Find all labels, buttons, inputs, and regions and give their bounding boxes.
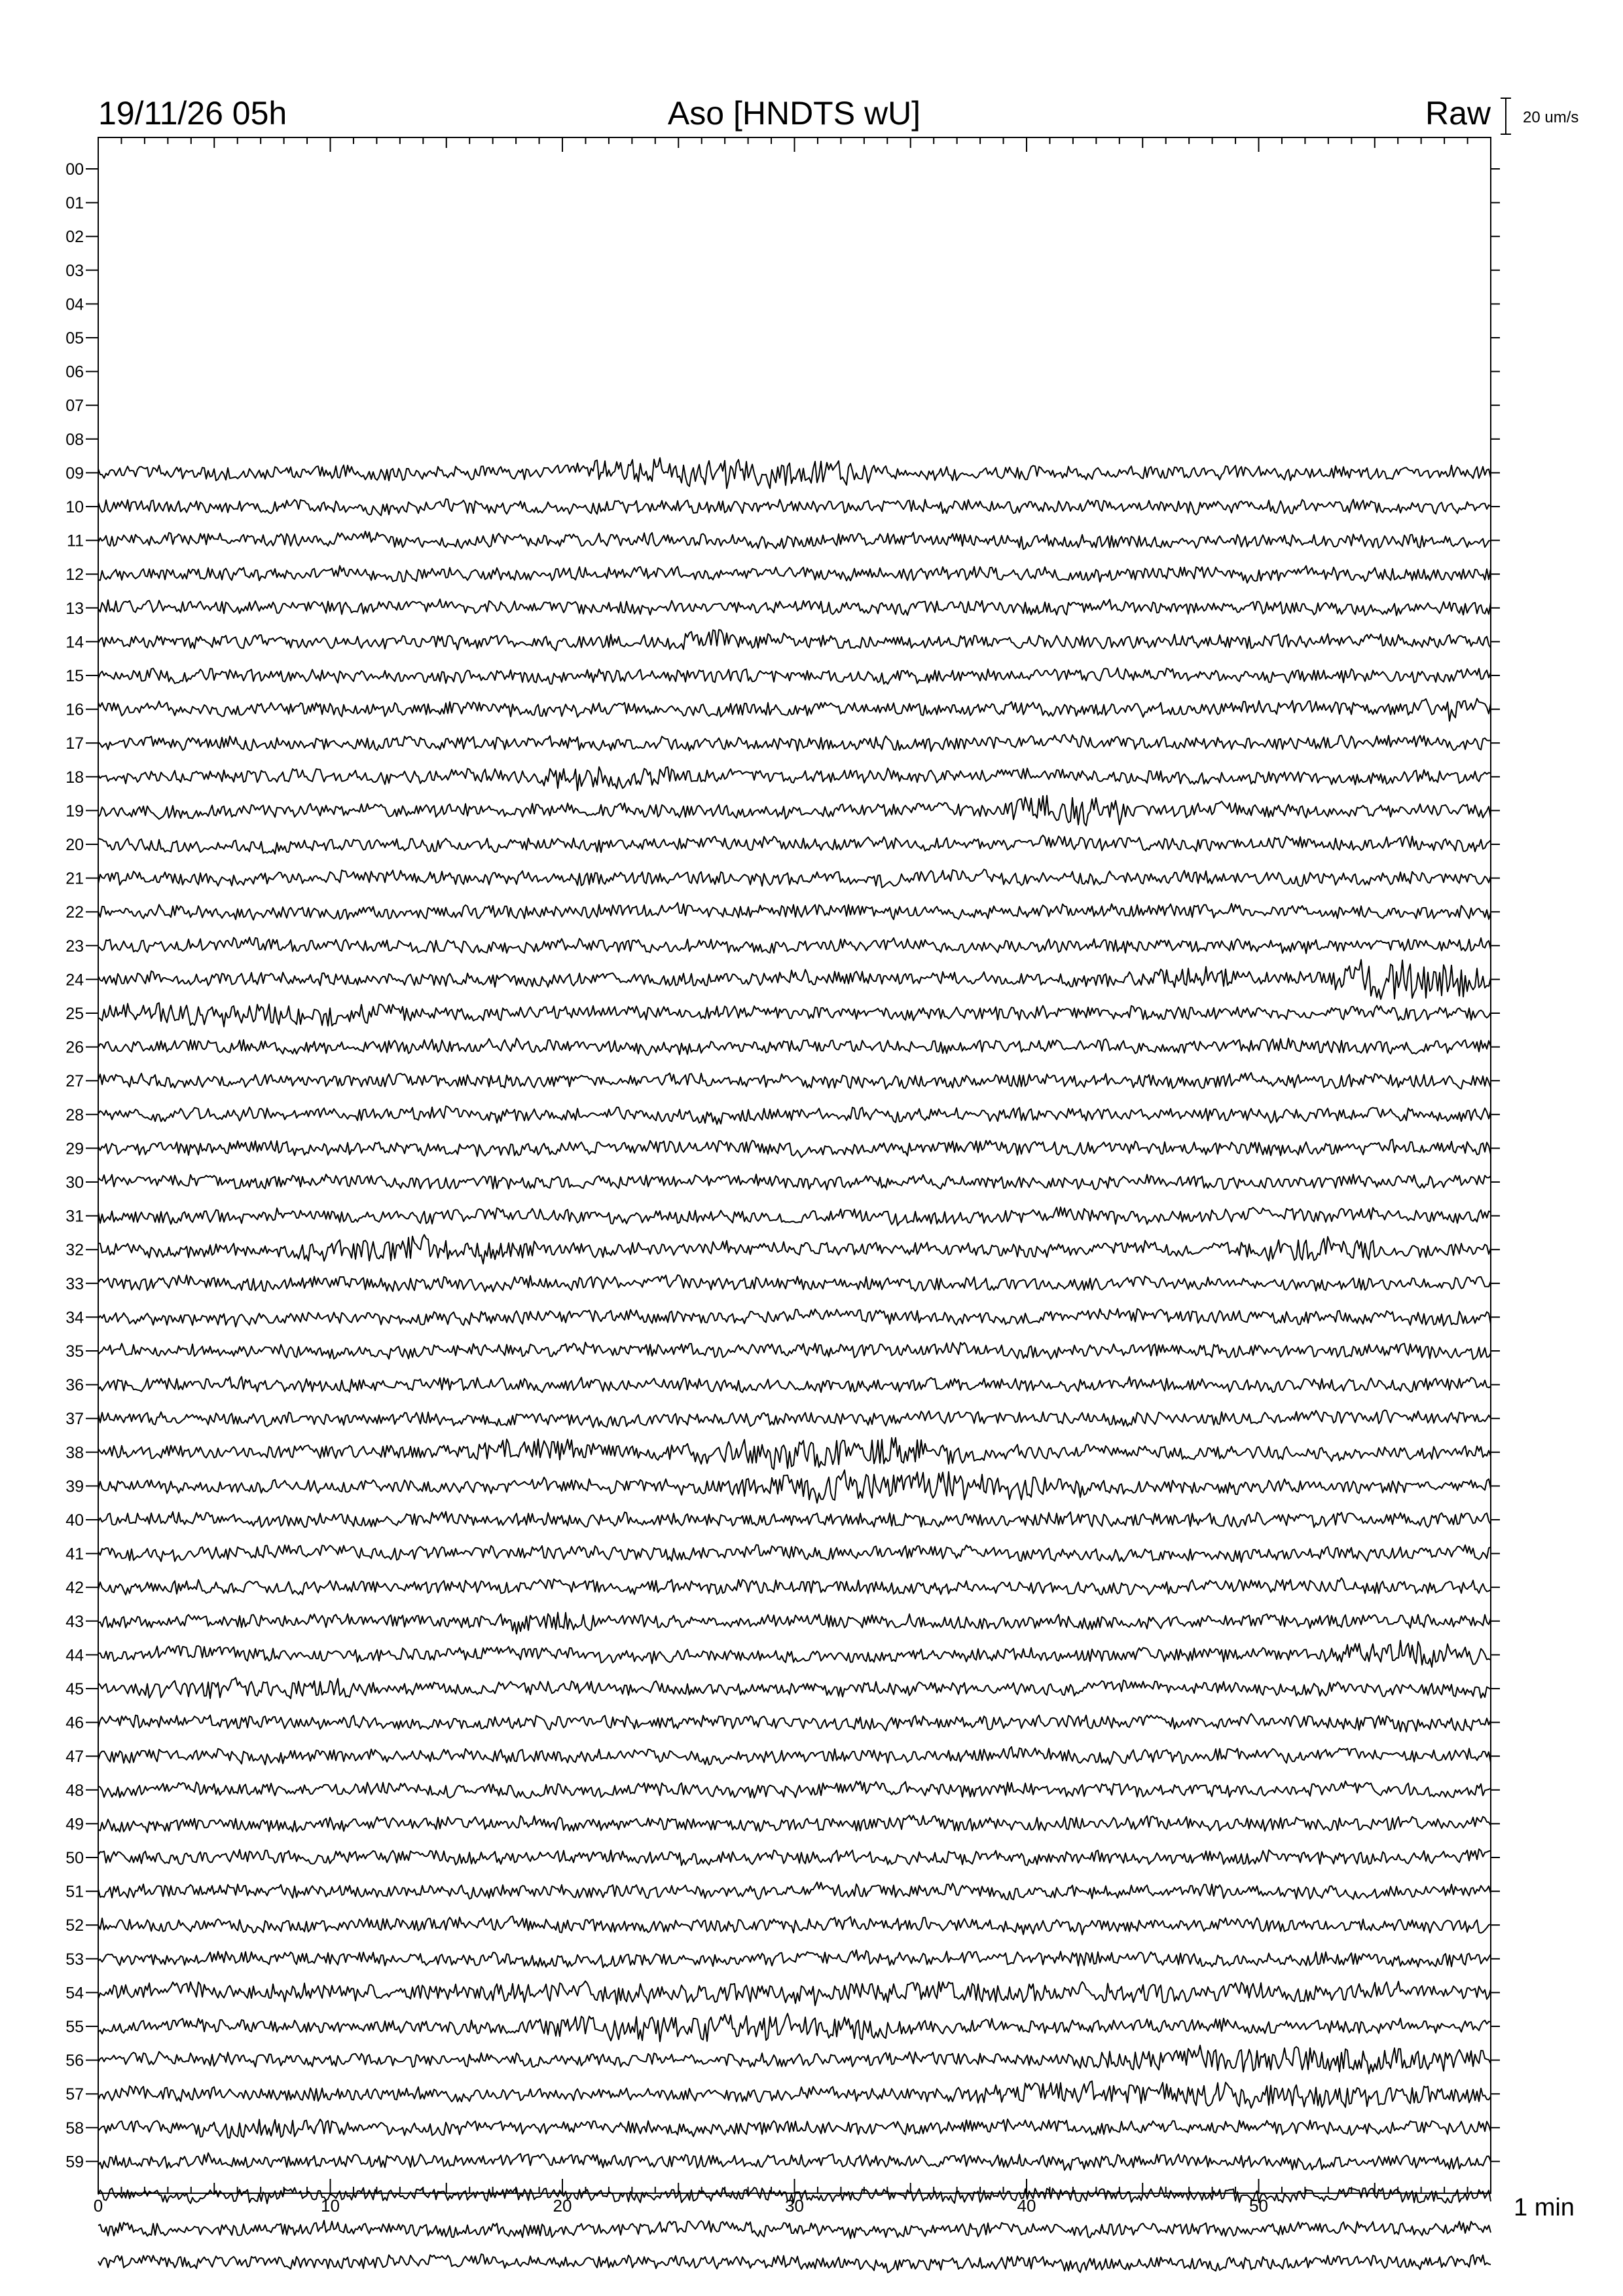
chart-title: Aso [HNDTS wU] [667, 95, 921, 132]
trace-line [98, 960, 1491, 999]
trace-line [98, 1816, 1491, 1833]
trace-line [98, 1139, 1491, 1158]
row-label: 01 [65, 194, 84, 213]
plot-frame [98, 137, 1491, 2193]
amplitude-scale-bar [1501, 98, 1578, 134]
trace-line [98, 630, 1491, 651]
trace-line [98, 796, 1491, 826]
row-label: 50 [65, 1849, 84, 1867]
trace-line [98, 1106, 1491, 1124]
mode-label: Raw [1425, 95, 1491, 132]
x-tick-label: 10 [321, 2196, 340, 2215]
row-label: 51 [65, 1882, 84, 1901]
row-label: 15 [65, 667, 84, 685]
row-label: 55 [65, 2018, 84, 2036]
trace-line [98, 1512, 1491, 1528]
trace-line [98, 1073, 1491, 1089]
row-label: 54 [65, 1984, 84, 2003]
trace-line [98, 1003, 1491, 1026]
row-label: 33 [65, 1274, 84, 1293]
row-label: 23 [65, 937, 84, 956]
trace-line [98, 499, 1491, 515]
row-label: 12 [65, 565, 84, 584]
trace-line [98, 1470, 1491, 1503]
row-label: 32 [65, 1241, 84, 1260]
row-label: 52 [65, 1916, 84, 1935]
x-tick-label: 50 [1249, 2196, 1268, 2215]
trace-line [98, 2153, 1491, 2170]
trace-line [98, 1916, 1491, 1935]
row-label: 38 [65, 1443, 84, 1462]
row-label: 31 [65, 1207, 84, 1226]
row-label: 36 [65, 1376, 84, 1395]
row-label: 35 [65, 1342, 84, 1361]
trace-line [98, 835, 1491, 853]
trace-line [98, 734, 1491, 751]
trace-line [98, 1545, 1491, 1562]
trace-line [98, 2221, 1491, 2239]
row-label: 10 [65, 498, 84, 516]
trace-line [98, 937, 1491, 954]
trace-line [98, 1578, 1491, 1595]
trace-line [98, 1677, 1491, 1698]
x-unit-label: 1 min [1514, 2194, 1575, 2221]
row-label: 42 [65, 1579, 84, 1598]
trace-line [98, 903, 1491, 920]
row-label: 34 [65, 1308, 84, 1327]
row-label: 59 [65, 2153, 84, 2172]
trace-line [98, 2045, 1491, 2073]
trace-line [98, 1781, 1491, 1798]
trace-line [98, 1207, 1491, 1225]
trace-line [98, 1438, 1491, 1469]
row-label: 40 [65, 1511, 84, 1530]
trace-line [98, 458, 1491, 489]
trace-line [98, 1174, 1491, 1190]
row-label: 39 [65, 1477, 84, 1496]
row-label: 20 [65, 836, 84, 854]
row-label: 37 [65, 1410, 84, 1429]
x-tick-label: 40 [1017, 2196, 1036, 2215]
row-label: 08 [65, 430, 84, 449]
row-labels [65, 160, 1500, 2171]
row-label: 13 [65, 599, 84, 618]
row-label: 43 [65, 1612, 84, 1631]
row-label: 41 [65, 1545, 84, 1564]
trace-line [98, 1713, 1491, 1732]
row-label: 45 [65, 1680, 84, 1698]
row-label: 58 [65, 2119, 84, 2138]
row-label: 04 [65, 295, 84, 314]
row-label: 02 [65, 228, 84, 247]
row-label: 53 [65, 1950, 84, 1969]
trace-line [98, 565, 1491, 583]
date-hour-label: 19/11/26 05h [98, 95, 287, 132]
row-label: 14 [65, 633, 84, 652]
trace-line [98, 1235, 1491, 1264]
trace-line [98, 1613, 1491, 1634]
trace-line [98, 600, 1491, 616]
row-label: 49 [65, 1815, 84, 1834]
seismic-traces [98, 458, 1491, 2273]
row-label: 24 [65, 971, 84, 990]
row-label: 47 [65, 1748, 84, 1767]
trace-line [98, 2119, 1491, 2138]
row-label: 16 [65, 700, 84, 719]
trace-line [98, 1275, 1491, 1291]
trace-line [98, 1038, 1491, 1055]
trace-line [98, 2013, 1491, 2041]
row-label: 29 [65, 1139, 84, 1158]
x-tick-label: 0 [93, 2196, 103, 2215]
trace-line [98, 869, 1491, 888]
row-label: 05 [65, 329, 84, 348]
trace-line [98, 1849, 1491, 1865]
trace-line [98, 668, 1491, 685]
row-label: 22 [65, 903, 84, 922]
trace-line [98, 767, 1491, 791]
trace-line [98, 1309, 1491, 1327]
trace-line [98, 1342, 1491, 1359]
row-label: 00 [65, 160, 84, 179]
axis-ticks [98, 137, 1491, 2193]
row-label: 48 [65, 1781, 84, 1800]
row-label: 06 [65, 363, 84, 382]
row-label: 44 [65, 1646, 84, 1665]
row-label: 56 [65, 2051, 84, 2070]
amplitude-scale-label: 20 um/s [1523, 109, 1579, 126]
trace-line [98, 1747, 1491, 1765]
row-label: 30 [65, 1174, 84, 1192]
row-label: 18 [65, 768, 84, 787]
row-label: 28 [65, 1105, 84, 1124]
trace-line [98, 698, 1491, 721]
row-label: 26 [65, 1038, 84, 1057]
row-label: 11 [67, 531, 84, 550]
trace-line [98, 1376, 1491, 1392]
x-tick-label: 20 [553, 2196, 572, 2215]
row-label: 21 [65, 869, 84, 888]
trace-line [98, 2081, 1491, 2108]
trace-line [98, 531, 1491, 550]
trace-line [98, 1410, 1491, 1427]
row-label: 27 [65, 1072, 84, 1091]
trace-line [98, 2254, 1491, 2272]
row-label: 17 [65, 734, 84, 753]
trace-line [98, 1882, 1491, 1900]
trace-line [98, 1640, 1491, 1667]
trace-line [98, 1950, 1491, 1967]
row-label: 57 [65, 2085, 84, 2104]
row-label: 03 [65, 261, 84, 280]
row-label: 19 [65, 802, 84, 821]
trace-line [98, 1981, 1491, 2005]
row-label: 09 [65, 464, 84, 483]
row-label: 07 [65, 397, 84, 416]
row-label: 25 [65, 1005, 84, 1023]
row-label: 46 [65, 1713, 84, 1732]
x-tick-label: 30 [785, 2196, 804, 2215]
